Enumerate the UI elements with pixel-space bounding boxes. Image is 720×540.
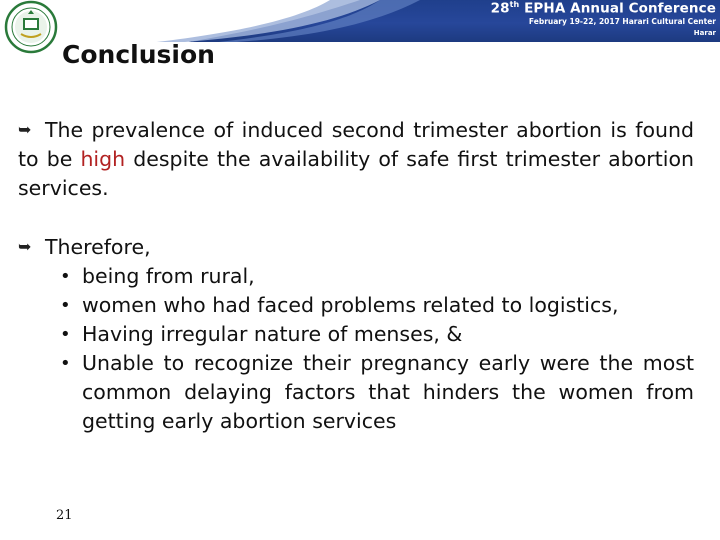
highlighted-word: high bbox=[80, 147, 126, 171]
therefore-lead: Therefore, bbox=[45, 235, 151, 259]
paragraph-text-before: The prevalence of induced second trimester abortion is found to be bbox=[18, 118, 694, 171]
list-item: • Unable to recognize their pregnancy early were the most common delaying factors that hinders the women from getting early abortion services bbox=[60, 351, 694, 433]
conference-title: 28th EPHA Annual Conference bbox=[490, 0, 716, 17]
conference-dates-venue: February 19-22, 2017 Harari Cultural Center bbox=[528, 17, 716, 26]
bullet-dot-icon: • bbox=[60, 266, 71, 287]
list-item: • being from rural, bbox=[56, 262, 694, 291]
list-item: • Having irregular nature of menses, & bbox=[56, 320, 694, 349]
bullet-dot-icon: • bbox=[60, 295, 71, 316]
list-item: • women who had faced problems related to logistics, bbox=[56, 291, 694, 320]
slide-title: Conclusion bbox=[62, 40, 215, 69]
arrow-bullet-icon: ➥ bbox=[18, 120, 32, 139]
delaying-factors-list bbox=[56, 262, 694, 436]
page-number: 21 bbox=[56, 508, 73, 523]
therefore-paragraph bbox=[18, 232, 694, 262]
arrow-bullet-icon: ➥ bbox=[18, 237, 32, 256]
conclusion-paragraph bbox=[18, 115, 694, 203]
conference-banner bbox=[0, 0, 720, 42]
bullet-dot-icon: • bbox=[60, 324, 71, 345]
conference-city: Harar bbox=[693, 29, 716, 37]
bullet-dot-icon: • bbox=[60, 353, 71, 374]
epha-logo-icon bbox=[4, 0, 58, 54]
paragraph-text-after: despite the availability of safe first trimester abortion services. bbox=[18, 147, 695, 200]
